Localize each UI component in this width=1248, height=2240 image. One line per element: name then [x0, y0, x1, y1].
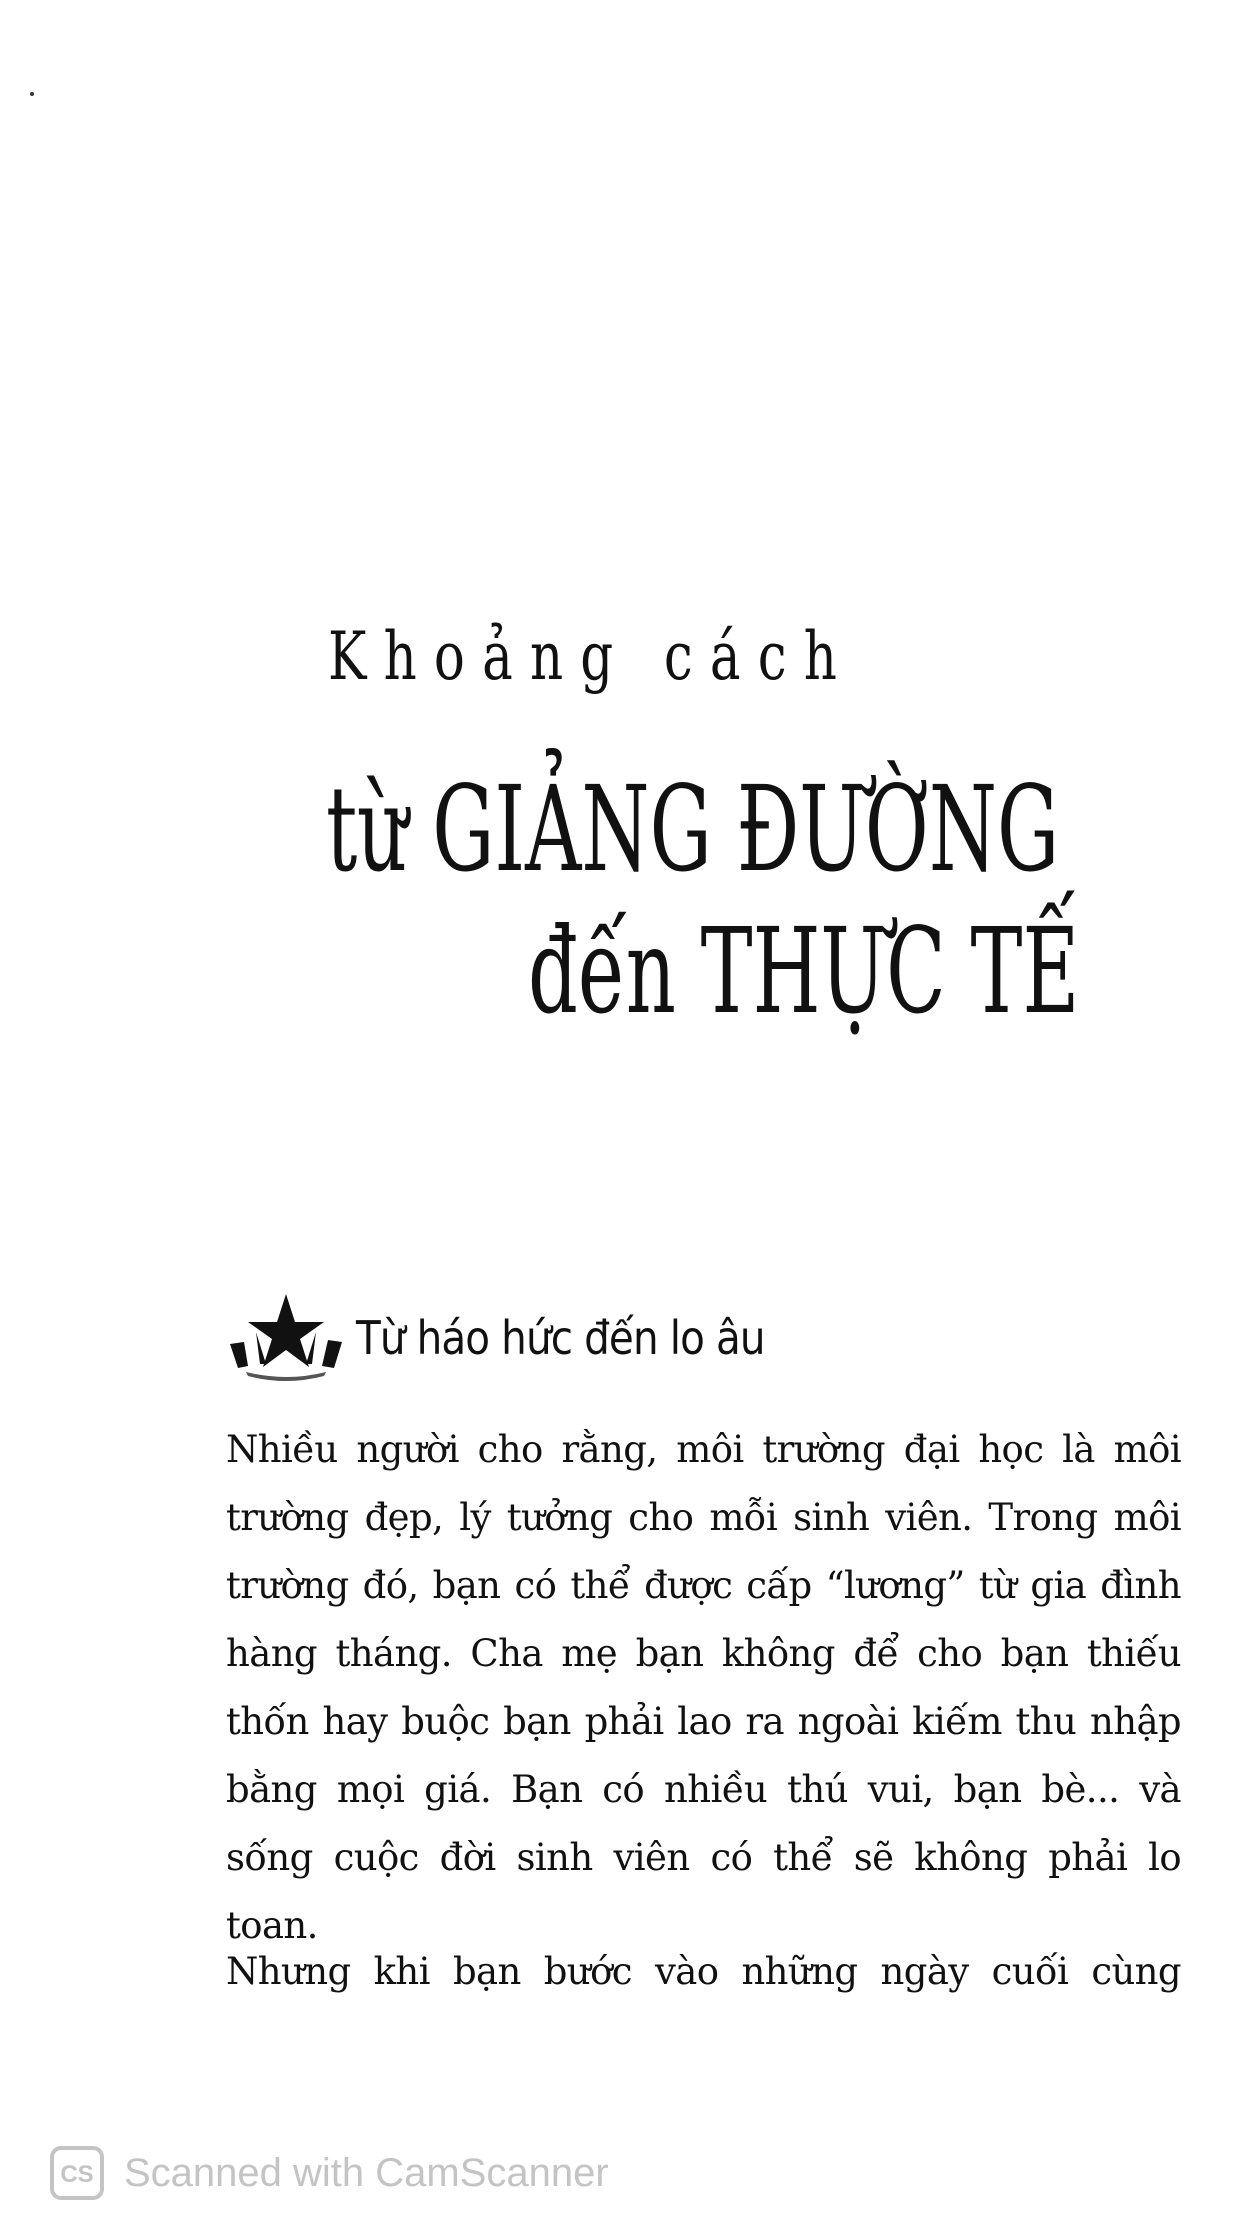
camscanner-watermark — [50, 2146, 609, 2200]
chapter-title-line-1: Khoảng cách — [328, 618, 855, 695]
body-paragraph-2: Nhưng khi bạn bước vào những ngày cuối cùng — [226, 1950, 1181, 1993]
section-heading — [226, 1288, 820, 1388]
scan-speck — [30, 92, 34, 96]
svg-text:CS: CS — [60, 2161, 94, 2188]
star-icon — [226, 1292, 346, 1384]
camscanner-logo-icon — [50, 2146, 104, 2200]
chapter-title-line-2: từ GIẢNG ĐƯỜNG — [326, 760, 1060, 898]
watermark-text: Scanned with CamScanner — [124, 2150, 609, 2195]
chapter-title-line-3: đến THỰC TẾ — [528, 902, 1080, 1040]
body-paragraph-1: Nhiều người cho rằng, môi trường đại học là môi trường đẹp, lý tưởng cho mỗi sinh viên. Trong môi trường đó, bạn có thể được cấp “lương” từ gia đình hàng tháng. Cha mẹ bạn không để cho bạn thiếu thốn hay buộc bạn phải lao ra ngoài kiếm thu nhập bằng mọi giá. Bạn có nhiều thú vui, bạn bè... và sống cuộc đời sinh viên có thể sẽ không phải lo toan. — [226, 1428, 1181, 1947]
section-title: Từ háo hức đến lo âu — [356, 1311, 765, 1365]
